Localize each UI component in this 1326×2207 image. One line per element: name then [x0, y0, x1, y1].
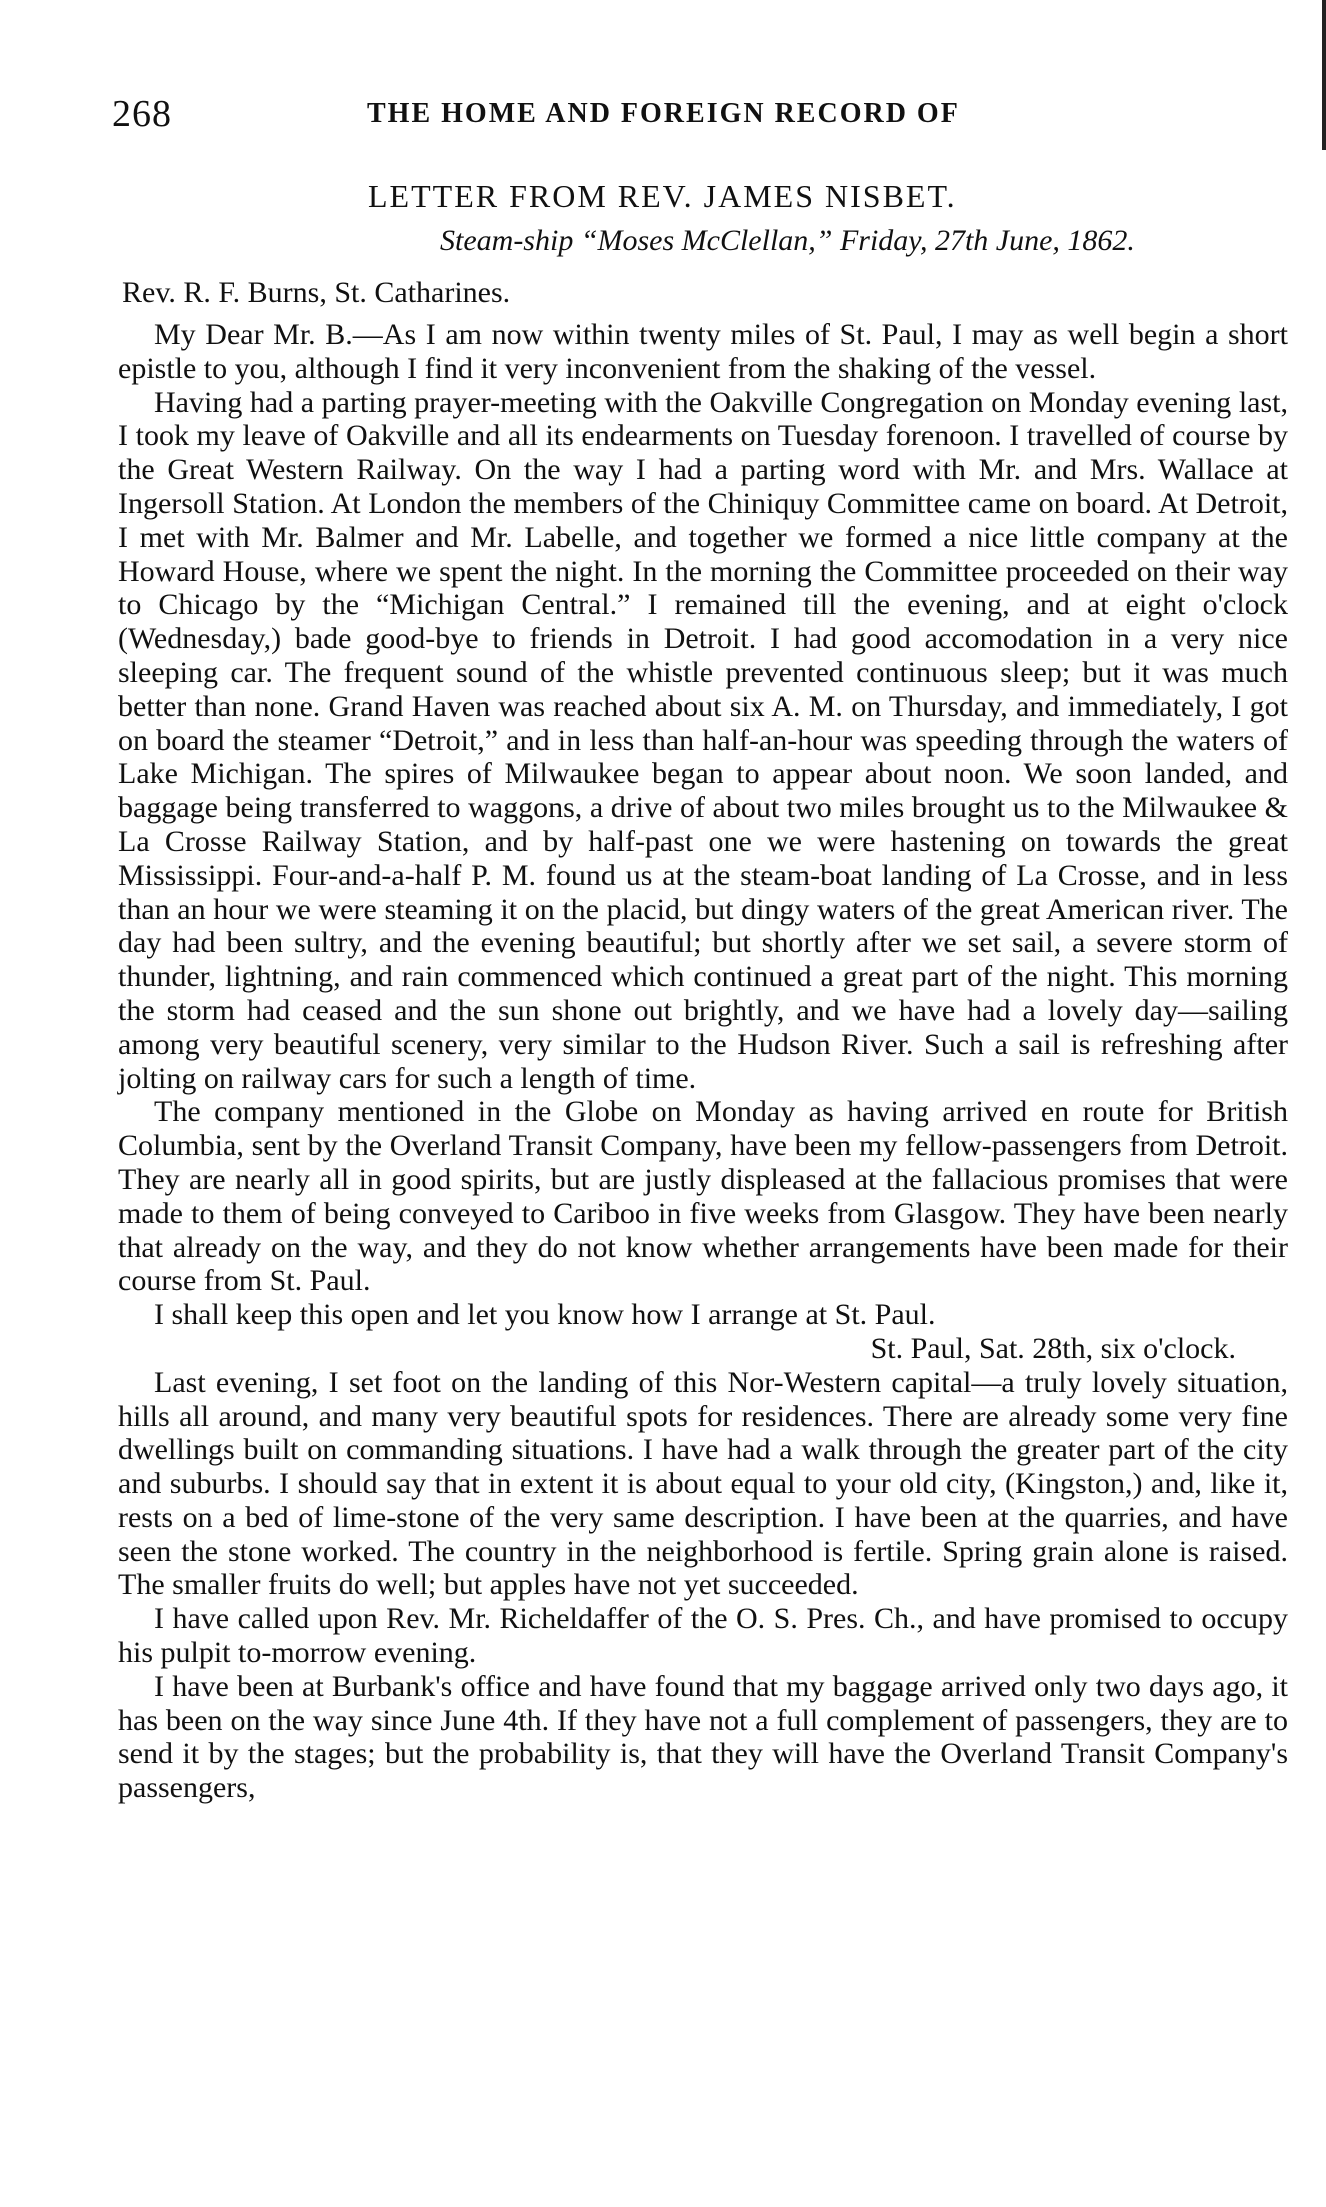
page-edge-rule [1322, 0, 1326, 150]
letter-body [118, 318, 1288, 1805]
paragraph: Having had a parting prayer-meeting with the Oakville Congregation on Monday evening last, I took my leave of Oakville and all its endearments on Tuesday forenoon. I travelled of course by the Great Western Railway. On the way I had a parting word with Mr. and Mrs. Wallace at Ingersoll Station. At London the members of the Chiniquy Committee came on board. At Detroit, I met with Mr. Balmer and Mr. Labelle, and together we formed a nice little company at the Howard House, where we spent the night. In the morning the Committee proceeded on their way to Chicago by the “Michigan Central.” I remained till the evening, and at eight o'clock (Wednesday,) bade good-bye to friends in Detroit. I had good accomodation in a very nice sleeping car. The frequent sound of the whistle prevented continuous sleep; but it was much better than none. Grand Haven was reached about six A. M. on Thursday, and immediately, I got on board the steamer “Detroit,” and in less than half-an-hour was speeding through the waters of Lake Michigan. The spires of Milwaukee began to appear about noon. We soon landed, and baggage being transferred to waggons, a drive of about two miles brought us to the Milwaukee & La Crosse Railway Station, and by half-past one we were hastening on towards the great Mississippi. Four-and-a-half P. M. found us at the steam-boat landing of La Crosse, and in less than an hour we were steaming it on the placid, but dingy waters of the great American river. The day had been sultry, and the evening beautiful; but shortly after we set sail, a severe storm of thunder, lightning, and rain commenced which continued a great part of the night. This morning the storm had ceased and the sun shone out brightly, and we have had a lovely day—sailing among very beautiful scenery, very similar to the Hudson River. Such a sail is refreshing after jolting on railway cars for such a length of time. [118, 385, 1288, 1095]
running-head: THE HOME AND FOREIGN RECORD OF [367, 98, 960, 129]
paragraph: I shall keep this open and let you know how I arrange at St. Paul. [154, 1298, 936, 1332]
paragraph: The company mentioned in the Globe on Monday as having arrived en route for British Columbia, sent by the Overland Transit Company, have been my fellow-passengers from Detroit. They are nearly all in good spirits, but are justly displeased at the fallacious promises that were made to them of being conveyed to Cariboo in five weeks from Glasgow. They have been nearly that already on the way, and they do not know whether arrangements have been made for their course from St. Paul. [118, 1095, 1288, 1298]
paragraph: I have been at Burbank's office and have found that my baggage arrived only two days ago, it has been on the way since June 4th. If they have not a full complement of passengers, they are to send it by the stages; but the probability is, that they will have the Overland Transit Company's passengers, [118, 1669, 1288, 1805]
letter-title: LETTER FROM REV. JAMES NISBET. [368, 178, 957, 214]
paragraph: Last evening, I set foot on the landing of this Nor-Western capital—a truly lovely situation, hills all around, and many very beautiful spots for residences. There are already some very fine dwellings built on commanding situations. I have had a walk through the greater part of the city and suburbs. I should say that in extent it is about equal to your old city, (Kingston,) and, like it, rests on a bed of lime-stone of the very same description. I have been at the quarries, and have seen the stone worked. The country in the neighborhood is fertile. Spring grain alone is raised. The smaller fruits do well; but apples have not yet succeeded. [118, 1365, 1288, 1602]
letter-dateline: Steam-ship “Moses McClellan,” Friday, 27th June, 1862. [440, 224, 1135, 257]
page-number: 268 [112, 93, 172, 135]
second-dateline: St. Paul, Sat. 28th, six o'clock. [870, 1331, 1236, 1365]
paragraph: I have called upon Rev. Mr. Richeldaffer of the O. S. Pres. Ch., and have promised to occupy his pulpit to-morrow evening. [118, 1602, 1288, 1670]
paragraph: My Dear Mr. B.—As I am now within twenty miles of St. Paul, I may as well begin a short epistle to you, although I find it very inconvenient from the shaking of the vessel. [118, 318, 1288, 385]
page-header [112, 92, 1292, 136]
letter-addressee: Rev. R. F. Burns, St. Catharines. [122, 276, 511, 309]
